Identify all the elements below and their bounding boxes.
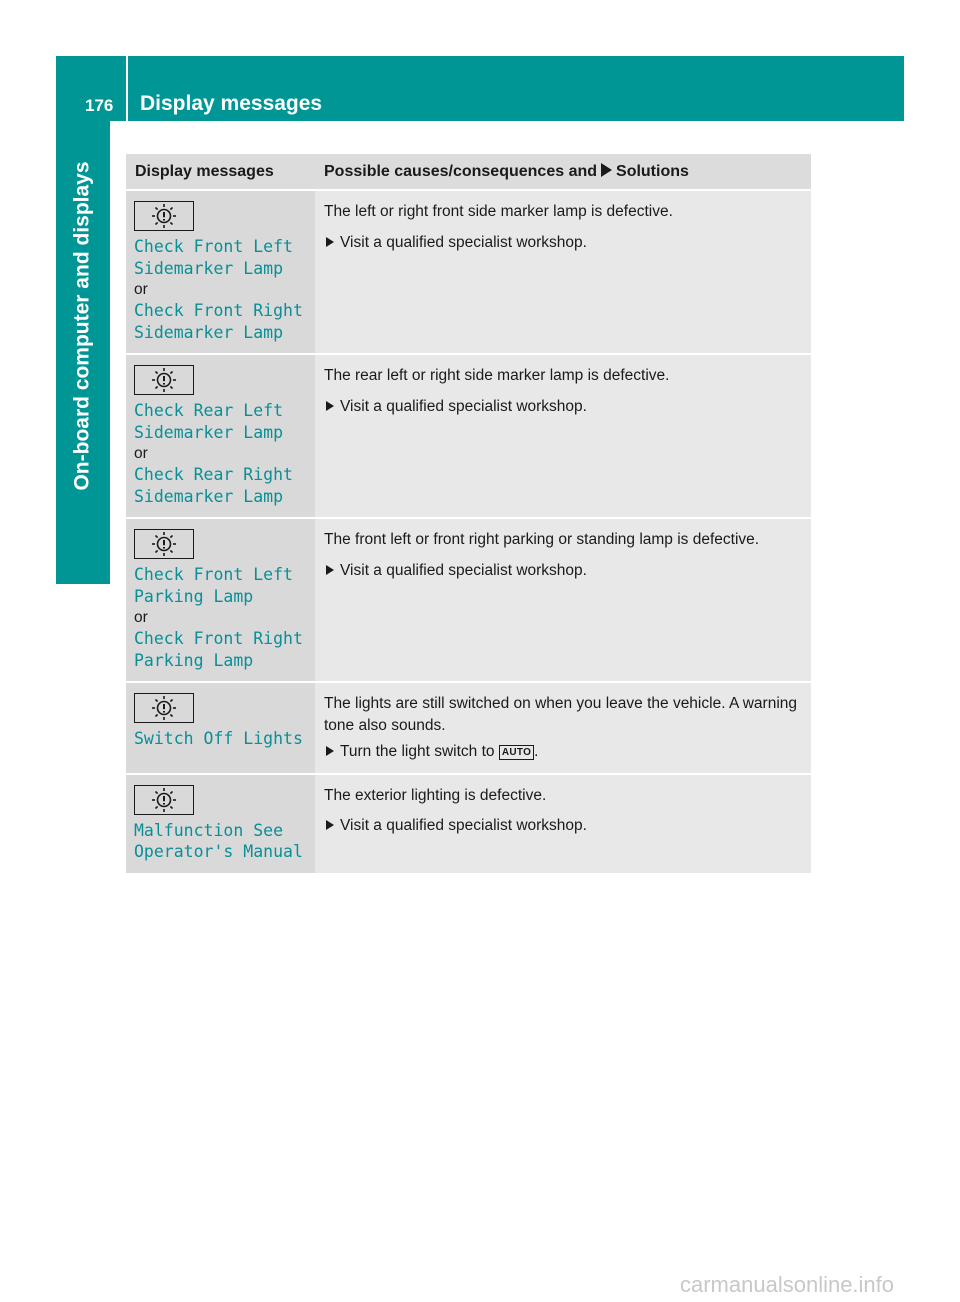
solution-step [324, 560, 803, 582]
watermark: carmanualsonline.info [680, 1272, 895, 1297]
solution-step [324, 741, 803, 763]
page-number: 176 [85, 96, 114, 115]
display-message-text: Check Front Left Sidemarker Lamp [134, 237, 293, 278]
table-row [126, 354, 811, 518]
table-row [126, 682, 811, 774]
or-label: or [134, 445, 148, 462]
table-header-row [126, 154, 811, 190]
or-label: or [134, 609, 148, 626]
light-warning-icon [134, 529, 194, 559]
header-divider [126, 56, 128, 121]
solution-cell [315, 190, 811, 354]
col-header-solutions [315, 154, 811, 190]
display-messages-table [126, 154, 811, 875]
cause-text: The lights are still switched on when you leave the vehicle. A warning tone also sounds. [324, 695, 798, 734]
solution-step [324, 815, 803, 837]
display-message-cell [126, 682, 315, 774]
step-arrow-icon [326, 565, 334, 575]
table-row [126, 774, 811, 874]
solution-text: Visit a qualified specialist workshop. [340, 397, 587, 415]
light-warning-icon [134, 201, 194, 231]
table-row [126, 518, 811, 682]
or-label: or [134, 281, 148, 298]
auto-switch-icon: AUTO [499, 745, 534, 760]
solution-cell [315, 682, 811, 774]
step-arrow-icon [326, 746, 334, 756]
solution-step [324, 232, 803, 254]
cause-text: The rear left or right side marker lamp is defective. [324, 367, 670, 384]
solution-cell [315, 354, 811, 518]
display-message-text: Check Front Right Parking Lamp [134, 629, 303, 670]
col-header-suffix: Solutions [616, 163, 689, 180]
display-message-text: Switch Off Lights [134, 729, 303, 748]
light-warning-icon [134, 365, 194, 395]
solution-suffix: . [534, 743, 539, 760]
light-warning-icon [134, 693, 194, 723]
cause-text: The front left or front right parking or standing lamp is defective. [324, 531, 760, 548]
display-message-text: Malfunction See Operator's Manual [134, 820, 303, 861]
page-title: Display messages [140, 92, 323, 115]
solution-arrow-icon [601, 163, 612, 177]
light-warning-icon [134, 785, 194, 815]
solution-text: Turn the light switch to [340, 743, 495, 760]
display-message-cell [126, 190, 315, 354]
display-message-text: Check Rear Right Sidemarker Lamp [134, 465, 293, 506]
table-row [126, 190, 811, 354]
solution-text: Visit a qualified specialist workshop. [340, 561, 587, 579]
cause-text: The left or right front side marker lamp is defective. [324, 203, 673, 220]
solution-step [324, 396, 803, 418]
solution-cell [315, 518, 811, 682]
step-arrow-icon [326, 820, 334, 830]
solution-cell [315, 774, 811, 874]
solution-text: Visit a qualified specialist workshop. [340, 817, 587, 834]
display-message-cell [126, 774, 315, 874]
display-message-text: Check Front Left Parking Lamp [134, 565, 293, 606]
solution-text: Visit a qualified specialist workshop. [340, 233, 587, 251]
col-header-display-messages: Display messages [126, 154, 315, 190]
side-label-text: On-board computer and displays [71, 161, 94, 491]
display-message-text: Check Front Right Sidemarker Lamp [134, 301, 303, 342]
side-label [56, 121, 110, 531]
display-message-cell [126, 354, 315, 518]
display-message-text: Check Rear Left Sidemarker Lamp [134, 401, 284, 442]
col-header-prefix: Possible causes/consequences and [324, 163, 598, 180]
display-message-cell [126, 518, 315, 682]
step-arrow-icon [326, 237, 334, 247]
step-arrow-icon [326, 401, 334, 411]
cause-text: The exterior lighting is defective. [324, 786, 547, 804]
